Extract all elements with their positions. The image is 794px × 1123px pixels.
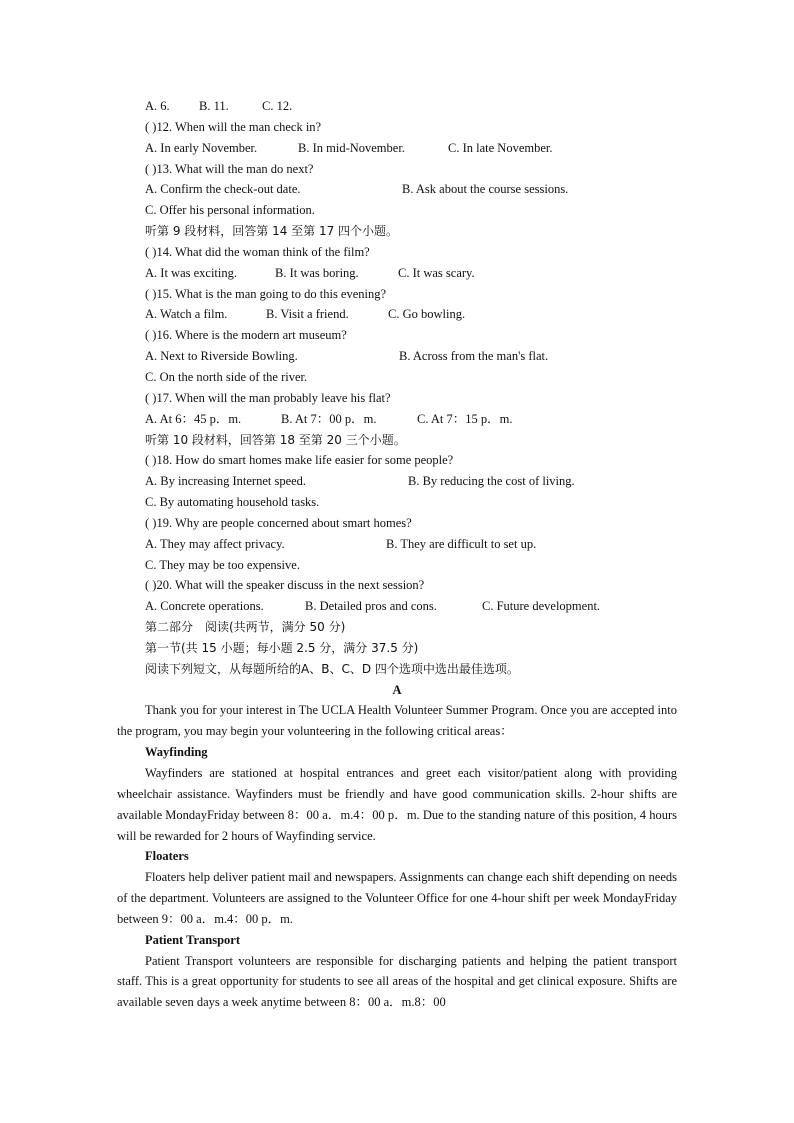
- q12-options: [117, 138, 677, 159]
- option-c: C. At 7：15 p．m.: [417, 411, 513, 426]
- option-a: A. Confirm the check-out date.: [145, 182, 301, 197]
- section-text-floaters: Floaters help deliver patient mail and newspapers. Assignments can change each shift depending on needs of the department. Volunteers are assigned to the Volunteer Office for one 4-hour shift per week MondayFriday between 9：00 a．m.4：00 p．m.: [117, 870, 677, 926]
- part-title: 第二部分 阅读(共两节，满分 50 分): [145, 620, 346, 635]
- option-c: C. Offer his personal information.: [145, 203, 315, 218]
- q18-options-row2: [117, 492, 677, 513]
- section-9-instruction: 听第 9 段材料，回答第 14 至第 17 四个小题。: [145, 224, 399, 239]
- option-c: C. They may be too expensive.: [145, 557, 300, 572]
- option-b: B. Across from the man's flat.: [399, 349, 549, 364]
- q12-stem: ( )12. When will the man check in?: [145, 119, 322, 134]
- option-c: C. By automating household tasks.: [145, 495, 320, 510]
- q19-options-row2: [117, 555, 677, 576]
- section-text-wayfinding: Wayfinders are stationed at hospital entrances and greet each visitor/patient along with providing wheelchair assistance. Wayfinders must be friendly and have good communication skills. 2-hour shifts are available MondayFriday between 8：00 a．m.4：00 p．m. Due to the standing nature of this position, 4 hours will be rewarded for 2 hours of Wayfinding service.: [117, 766, 677, 843]
- q19-stem: ( )19. Why are people concerned about smart homes?: [145, 515, 412, 530]
- q14-options: [117, 263, 677, 284]
- section-title: 第一节(共 15 小题；每小题 2.5 分，满分 37.5 分): [145, 640, 419, 655]
- q13-options-row1: [117, 179, 677, 200]
- option-c: C. 12.: [262, 99, 293, 113]
- option-a: A. Concrete operations.: [145, 599, 264, 614]
- option-a: A. 6.: [145, 99, 170, 113]
- section-heading-floaters: Floaters: [145, 849, 189, 864]
- q18-options-row1: [117, 471, 677, 492]
- option-b: B. By reducing the cost of living.: [408, 474, 575, 489]
- q16-options-row2: [117, 367, 677, 388]
- option-b: B. They are difficult to set up.: [386, 536, 537, 551]
- q19-options-row1: [117, 534, 677, 555]
- option-a: A. It was exciting.: [145, 265, 237, 280]
- option-a: A. By increasing Internet speed.: [145, 474, 307, 489]
- q13-stem: ( )13. What will the man do next?: [145, 161, 314, 176]
- option-c: C. Future development.: [482, 599, 601, 614]
- q18-stem: ( )18. How do smart homes make life easier for some people?: [145, 453, 454, 468]
- option-c: C. It was scary.: [398, 265, 475, 280]
- q14-stem: ( )14. What did the woman think of the film?: [145, 244, 370, 259]
- section-heading-wayfinding: Wayfinding: [145, 745, 208, 760]
- option-b: B. At 7：00 p．m.: [281, 411, 377, 426]
- q16-options-row1: [117, 346, 677, 367]
- option-b: B. Detailed pros and cons.: [305, 599, 437, 614]
- page-content: [117, 96, 677, 1013]
- q13-options-row2: [117, 200, 677, 221]
- option-a: A. They may affect privacy.: [145, 536, 285, 551]
- section-10-instruction: 听第 10 段材料，回答第 18 至第 20 三个小题。: [145, 432, 406, 447]
- q17-stem: ( )17. When will the man probably leave his flat?: [145, 390, 391, 405]
- option-b: B. Ask about the course sessions.: [402, 182, 569, 197]
- option-a: A. Watch a film.: [145, 307, 228, 322]
- option-b: B. 11.: [199, 99, 229, 113]
- q20-options: [117, 596, 677, 617]
- reading-instruction: 阅读下列短文，从每题所给的A、B、C、D 四个选项中选出最佳选项。: [145, 661, 519, 676]
- section-heading-patient-transport: Patient Transport: [145, 932, 241, 947]
- passage-intro: Thank you for your interest in The UCLA Health Volunteer Summer Program. Once you are accepted into the program, you may begin your volunteering in the following critical areas：: [117, 703, 677, 739]
- option-a: A. In early November.: [145, 140, 258, 155]
- option-c: C. In late November.: [448, 140, 553, 155]
- passage-label: A: [392, 682, 402, 697]
- option-c: C. Go bowling.: [388, 307, 466, 322]
- q11-options: [117, 96, 677, 117]
- option-a: A. At 6：45 p．m.: [145, 411, 242, 426]
- option-b: B. In mid-November.: [298, 140, 405, 155]
- option-b: B. It was boring.: [275, 265, 359, 280]
- q15-options: [117, 304, 677, 325]
- q15-stem: ( )15. What is the man going to do this evening?: [145, 286, 387, 301]
- section-text-patient-transport: Patient Transport volunteers are responsible for discharging patients and helping the patient transport staff. This is a great opportunity for students to see all areas of the hospital and get clinical exposure. Shifts are available seven days a week anytime between 8：00 a．m.8：00: [117, 953, 677, 1010]
- option-b: B. Visit a friend.: [266, 307, 349, 322]
- q16-stem: ( )16. Where is the modern art museum?: [145, 328, 347, 343]
- option-a: A. Next to Riverside Bowling.: [145, 349, 298, 364]
- q20-stem: ( )20. What will the speaker discuss in the next session?: [145, 578, 425, 593]
- q17-options: [117, 409, 677, 430]
- option-c: C. On the north side of the river.: [145, 369, 308, 384]
